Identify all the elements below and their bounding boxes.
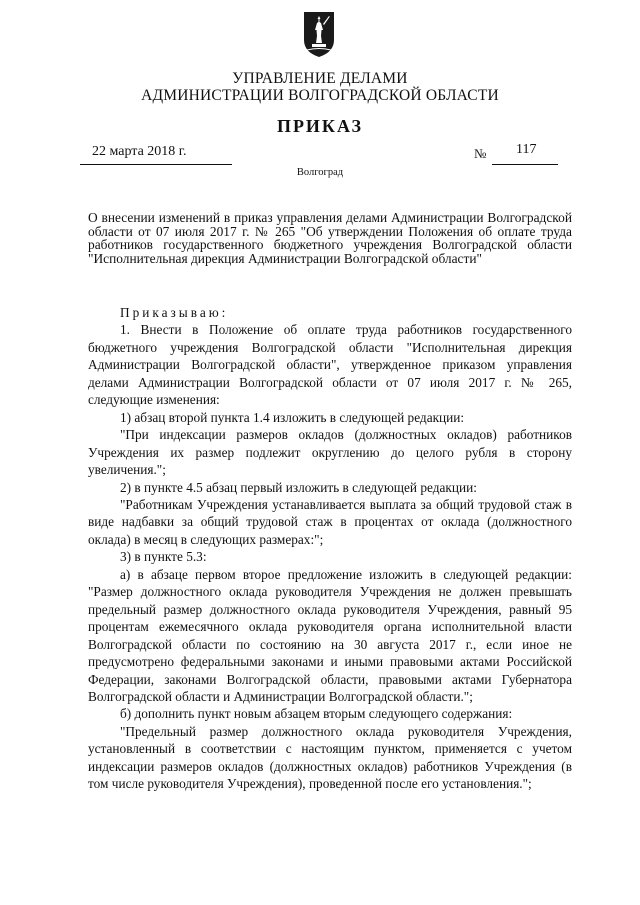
city-name: Волгоград bbox=[296, 167, 344, 178]
order-subject: О внесении изменений в приказ управления делами Администрации Волгоградской области от 07 июля 2017 г. № 265 "Об утверждении Положения об оплате труда работников государственного бюджетного учреждения Волгоградской области "Исполнительная дирекция Администрации Волгоградской области" bbox=[88, 210, 572, 266]
document-date: 22 марта 2018 г. bbox=[92, 144, 187, 159]
body-paragraph: 3) в пункте 5.3: bbox=[120, 549, 207, 565]
body-paragraph: 2) в пункте 4.5 абзац первый изложить в следующей редакции: bbox=[120, 479, 477, 495]
body-paragraph: "При индексации размеров окладов (должностных окладов) работников Учреждения их размер подлежит округлению до целого рубля в сторону увеличения."; bbox=[88, 427, 572, 478]
number-label: № bbox=[474, 146, 487, 161]
order-intro: Приказываю: bbox=[120, 305, 229, 320]
body-paragraph: "Предельный размер должностного оклада руководителя Учреждения, установленный в соответствии с настоящим пунктом, применяется с учетом индексации размеров окладов (должностных окладов) работников Учреждения (в том числе руководителя Учреждения), проведенной после его установления."; bbox=[88, 723, 572, 792]
body-paragraph: "Работникам Учреждения устанавливается выплата за общий трудовой стаж в виде надбавки за общий трудовой стаж в процентах от оклада (должностного оклада) в месяц в следующих размерах:"; bbox=[88, 496, 572, 547]
body-paragraph: 1) абзац второй пункта 1.4 изложить в следующей редакции: bbox=[120, 409, 465, 425]
organization-name-line2: АДМИНИСТРАЦИИ ВОЛГОГРАДСКОЙ ОБЛАСТИ bbox=[141, 87, 499, 104]
document-number: 117 bbox=[516, 142, 537, 157]
body-paragraph: 1. Внести в Положение об оплате труда работников государственного бюджетного учреждения Волгоградской области "Исполнительная дирекция Администрации Волгоградской области", утвержденное приказом управления делами Администрации Волгоградской области от 07 июля 2017 г. № 265, следующие изменения: bbox=[88, 322, 572, 408]
document-type-title: ПРИКАЗ bbox=[276, 116, 364, 136]
volgograd-coat-of-arms-icon bbox=[302, 10, 336, 58]
body-paragraph: а) в абзаце первом второе предложение изложить в следующей редакции: "Размер должностного оклада руководителя Учреждения не должен превышать предельный размер должностного оклада руководителя Учреждения, равный 95 процентам ежемесячного оклада руководителя органа исполнительной власти Волгоградской области по состоянию на 30 августа 2017 г., если иное не предусмотрено федеральными законами и иными правовыми актами Российской Федерации, законами Волгоградской области, правовыми актами Губернатора Волгоградской области и Администрации Волгоградской области."; bbox=[88, 566, 572, 704]
organization-name-line1: УПРАВЛЕНИЕ ДЕЛАМИ bbox=[232, 70, 408, 87]
body-paragraph: б) дополнить пункт новым абзацем вторым следующего содержания: bbox=[120, 706, 513, 722]
order-body bbox=[88, 304, 572, 793]
